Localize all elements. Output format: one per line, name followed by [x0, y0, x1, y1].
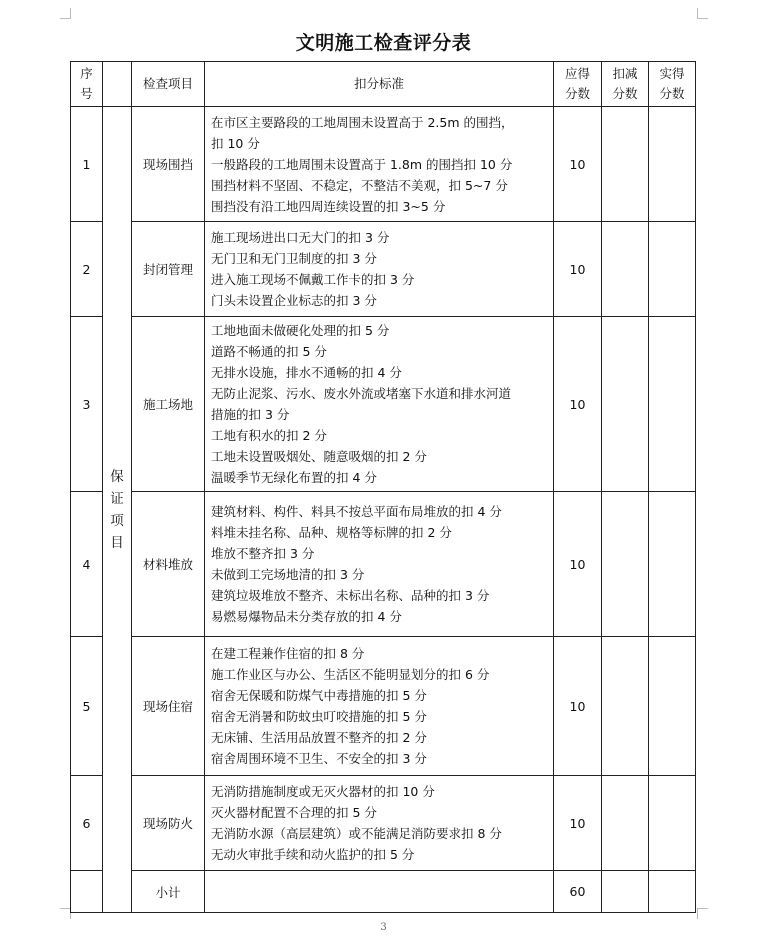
row-item: 现场防火: [132, 776, 205, 871]
crop-mark-top-left: [60, 8, 71, 19]
header-due: [554, 62, 602, 107]
row-criteria: [205, 776, 554, 871]
crop-mark-bottom-right: [697, 908, 708, 919]
criteria-line: 无消防水源（高层建筑）或不能满足消防要求扣 8 分: [211, 826, 502, 841]
criteria-line: 建筑垃圾堆放不整齐、未标出名称、品种的扣 3 分: [211, 588, 490, 603]
category-char: 证: [110, 490, 124, 507]
criteria-line: 门头未设置企业标志的扣 3 分: [211, 293, 377, 308]
criteria-line: 措施的扣 3 分: [211, 407, 290, 422]
criteria-line: 无动火审批手续和动火监护的扣 5 分: [211, 847, 415, 862]
row-seq: 4: [71, 492, 103, 637]
row-seq: 3: [71, 317, 103, 492]
criteria-line: 料堆未挂名称、品种、规格等标牌的扣 2 分: [211, 525, 452, 540]
row-item: 施工场地: [132, 317, 205, 492]
criteria-line: 工地未设置吸烟处、随意吸烟的扣 2 分: [211, 449, 427, 464]
subtotal-label: 小计: [132, 871, 205, 913]
score-table: [70, 61, 696, 913]
row-actual[interactable]: [649, 317, 696, 492]
subtotal-actual[interactable]: [649, 871, 696, 913]
header-deduct: [602, 62, 649, 107]
header-deduct-line2: 分数: [612, 86, 638, 101]
category-guarantee-items: [103, 107, 132, 913]
criteria-line: 工地地面未做硬化处理的扣 5 分: [211, 323, 390, 338]
header-due-line1: 应得: [564, 66, 590, 81]
criteria-line: 灭火器材配置不合理的扣 5 分: [211, 805, 377, 820]
criteria-line: 一般路段的工地周围未设置高于 1.8m 的围挡扣 10 分: [211, 156, 513, 172]
header-deduct-line1: 扣减: [612, 66, 638, 81]
subtotal-due: 60: [554, 871, 602, 913]
row-criteria: [205, 637, 554, 776]
row-actual[interactable]: [649, 107, 696, 222]
header-seq: [71, 62, 103, 107]
row-item: 现场围挡: [132, 107, 205, 222]
criteria-line: 工地有积水的扣 2 分: [211, 428, 327, 443]
row-deduct[interactable]: [602, 776, 649, 871]
criteria-line: 宿舍周围环境不卫生、不安全的扣 3 分: [211, 751, 427, 766]
row-deduct[interactable]: [602, 107, 649, 222]
crop-mark-top-right: [697, 8, 708, 19]
criteria-line: 无防止泥浆、污水、废水外流或堵塞下水道和排水河道: [211, 386, 512, 401]
header-actual-line2: 分数: [659, 86, 685, 101]
category-char: 项: [110, 512, 124, 529]
header-category: [103, 62, 132, 107]
criteria-line: 道路不畅通的扣 5 分: [211, 344, 327, 359]
criteria-line: 无排水设施，排水不通畅的扣 4 分: [211, 365, 402, 380]
row-criteria: [205, 492, 554, 637]
row-criteria: [205, 107, 554, 222]
row-seq: 6: [71, 776, 103, 871]
subtotal-row: [71, 871, 696, 913]
header-due-line2: 分数: [564, 86, 590, 101]
table-row: [71, 492, 696, 637]
subtotal-seq: [71, 871, 103, 913]
table-row: [71, 776, 696, 871]
category-char: 目: [110, 534, 124, 551]
subtotal-deduct[interactable]: [602, 871, 649, 913]
header-seq-line1: 序: [80, 66, 93, 81]
row-due: 10: [554, 222, 602, 317]
criteria-line: 无床铺、生活用品放置不整齐的扣 2 分: [211, 730, 427, 745]
category-char: 保: [110, 468, 124, 485]
criteria-line: 施工现场进出口无大门的扣 3 分: [211, 230, 390, 245]
criteria-line: 温暖季节无绿化布置的扣 4 分: [211, 470, 377, 485]
criteria-line: 在建工程兼作住宿的扣 8 分: [211, 646, 365, 661]
row-due: 10: [554, 776, 602, 871]
criteria-line: 在市区主要路段的工地周围未设置高于 2.5m 的围挡，: [211, 114, 514, 130]
row-item: 现场住宿: [132, 637, 205, 776]
row-due: 10: [554, 492, 602, 637]
subtotal-criteria: [205, 871, 554, 913]
table-row: [71, 222, 696, 317]
criteria-line: 无门卫和无门卫制度的扣 3 分: [211, 251, 377, 266]
row-deduct[interactable]: [602, 637, 649, 776]
row-deduct[interactable]: [602, 492, 649, 637]
criteria-line: 未做到工完场地清的扣 3 分: [211, 567, 365, 582]
table-row: [71, 317, 696, 492]
criteria-line: 建筑材料、构件、料具不按总平面布局堆放的扣 4 分: [211, 504, 502, 519]
criteria-line: 宿舍无消暑和防蚊虫叮咬措施的扣 5 分: [211, 709, 427, 724]
criteria-line: 扣 10 分: [211, 135, 260, 151]
table-row: [71, 637, 696, 776]
criteria-line: 进入施工现场不佩戴工作卡的扣 3 分: [211, 272, 415, 287]
row-seq: 2: [71, 222, 103, 317]
row-item: 封闭管理: [132, 222, 205, 317]
criteria-line: 围挡没有沿工地四周连续设置的扣 3~5 分: [211, 198, 446, 214]
header-criteria: 扣分标准: [205, 62, 554, 107]
criteria-line: 无消防措施制度或无灭火器材的扣 10 分: [211, 784, 435, 799]
criteria-line: 施工作业区与办公、生活区不能明显划分的扣 6 分: [211, 667, 490, 682]
row-deduct[interactable]: [602, 222, 649, 317]
criteria-line: 宿舍无保暖和防煤气中毒措施的扣 5 分: [211, 688, 427, 703]
row-seq: 1: [71, 107, 103, 222]
criteria-line: 围挡材料不坚固、不稳定，不整洁不美观，扣 5~7 分: [211, 177, 508, 193]
row-criteria: [205, 222, 554, 317]
table-row: [71, 107, 696, 222]
criteria-line: 易燃易爆物品未分类存放的扣 4 分: [211, 609, 402, 624]
row-due: 10: [554, 637, 602, 776]
row-actual[interactable]: [649, 637, 696, 776]
header-item: 检查项目: [132, 62, 205, 107]
document-title: 文明施工检查评分表: [295, 32, 472, 54]
row-seq: 5: [71, 637, 103, 776]
header-seq-line2: 号: [80, 86, 93, 101]
row-due: 10: [554, 317, 602, 492]
row-actual[interactable]: [649, 222, 696, 317]
criteria-line: 堆放不整齐扣 3 分: [211, 546, 315, 561]
header-actual-line1: 实得: [659, 66, 685, 81]
row-deduct[interactable]: [602, 317, 649, 492]
header-actual: [649, 62, 696, 107]
row-actual[interactable]: [649, 776, 696, 871]
row-criteria: [205, 317, 554, 492]
row-item: 材料堆放: [132, 492, 205, 637]
page-number: 3: [380, 922, 387, 933]
header-row: [71, 62, 696, 107]
row-due: 10: [554, 107, 602, 222]
row-actual[interactable]: [649, 492, 696, 637]
